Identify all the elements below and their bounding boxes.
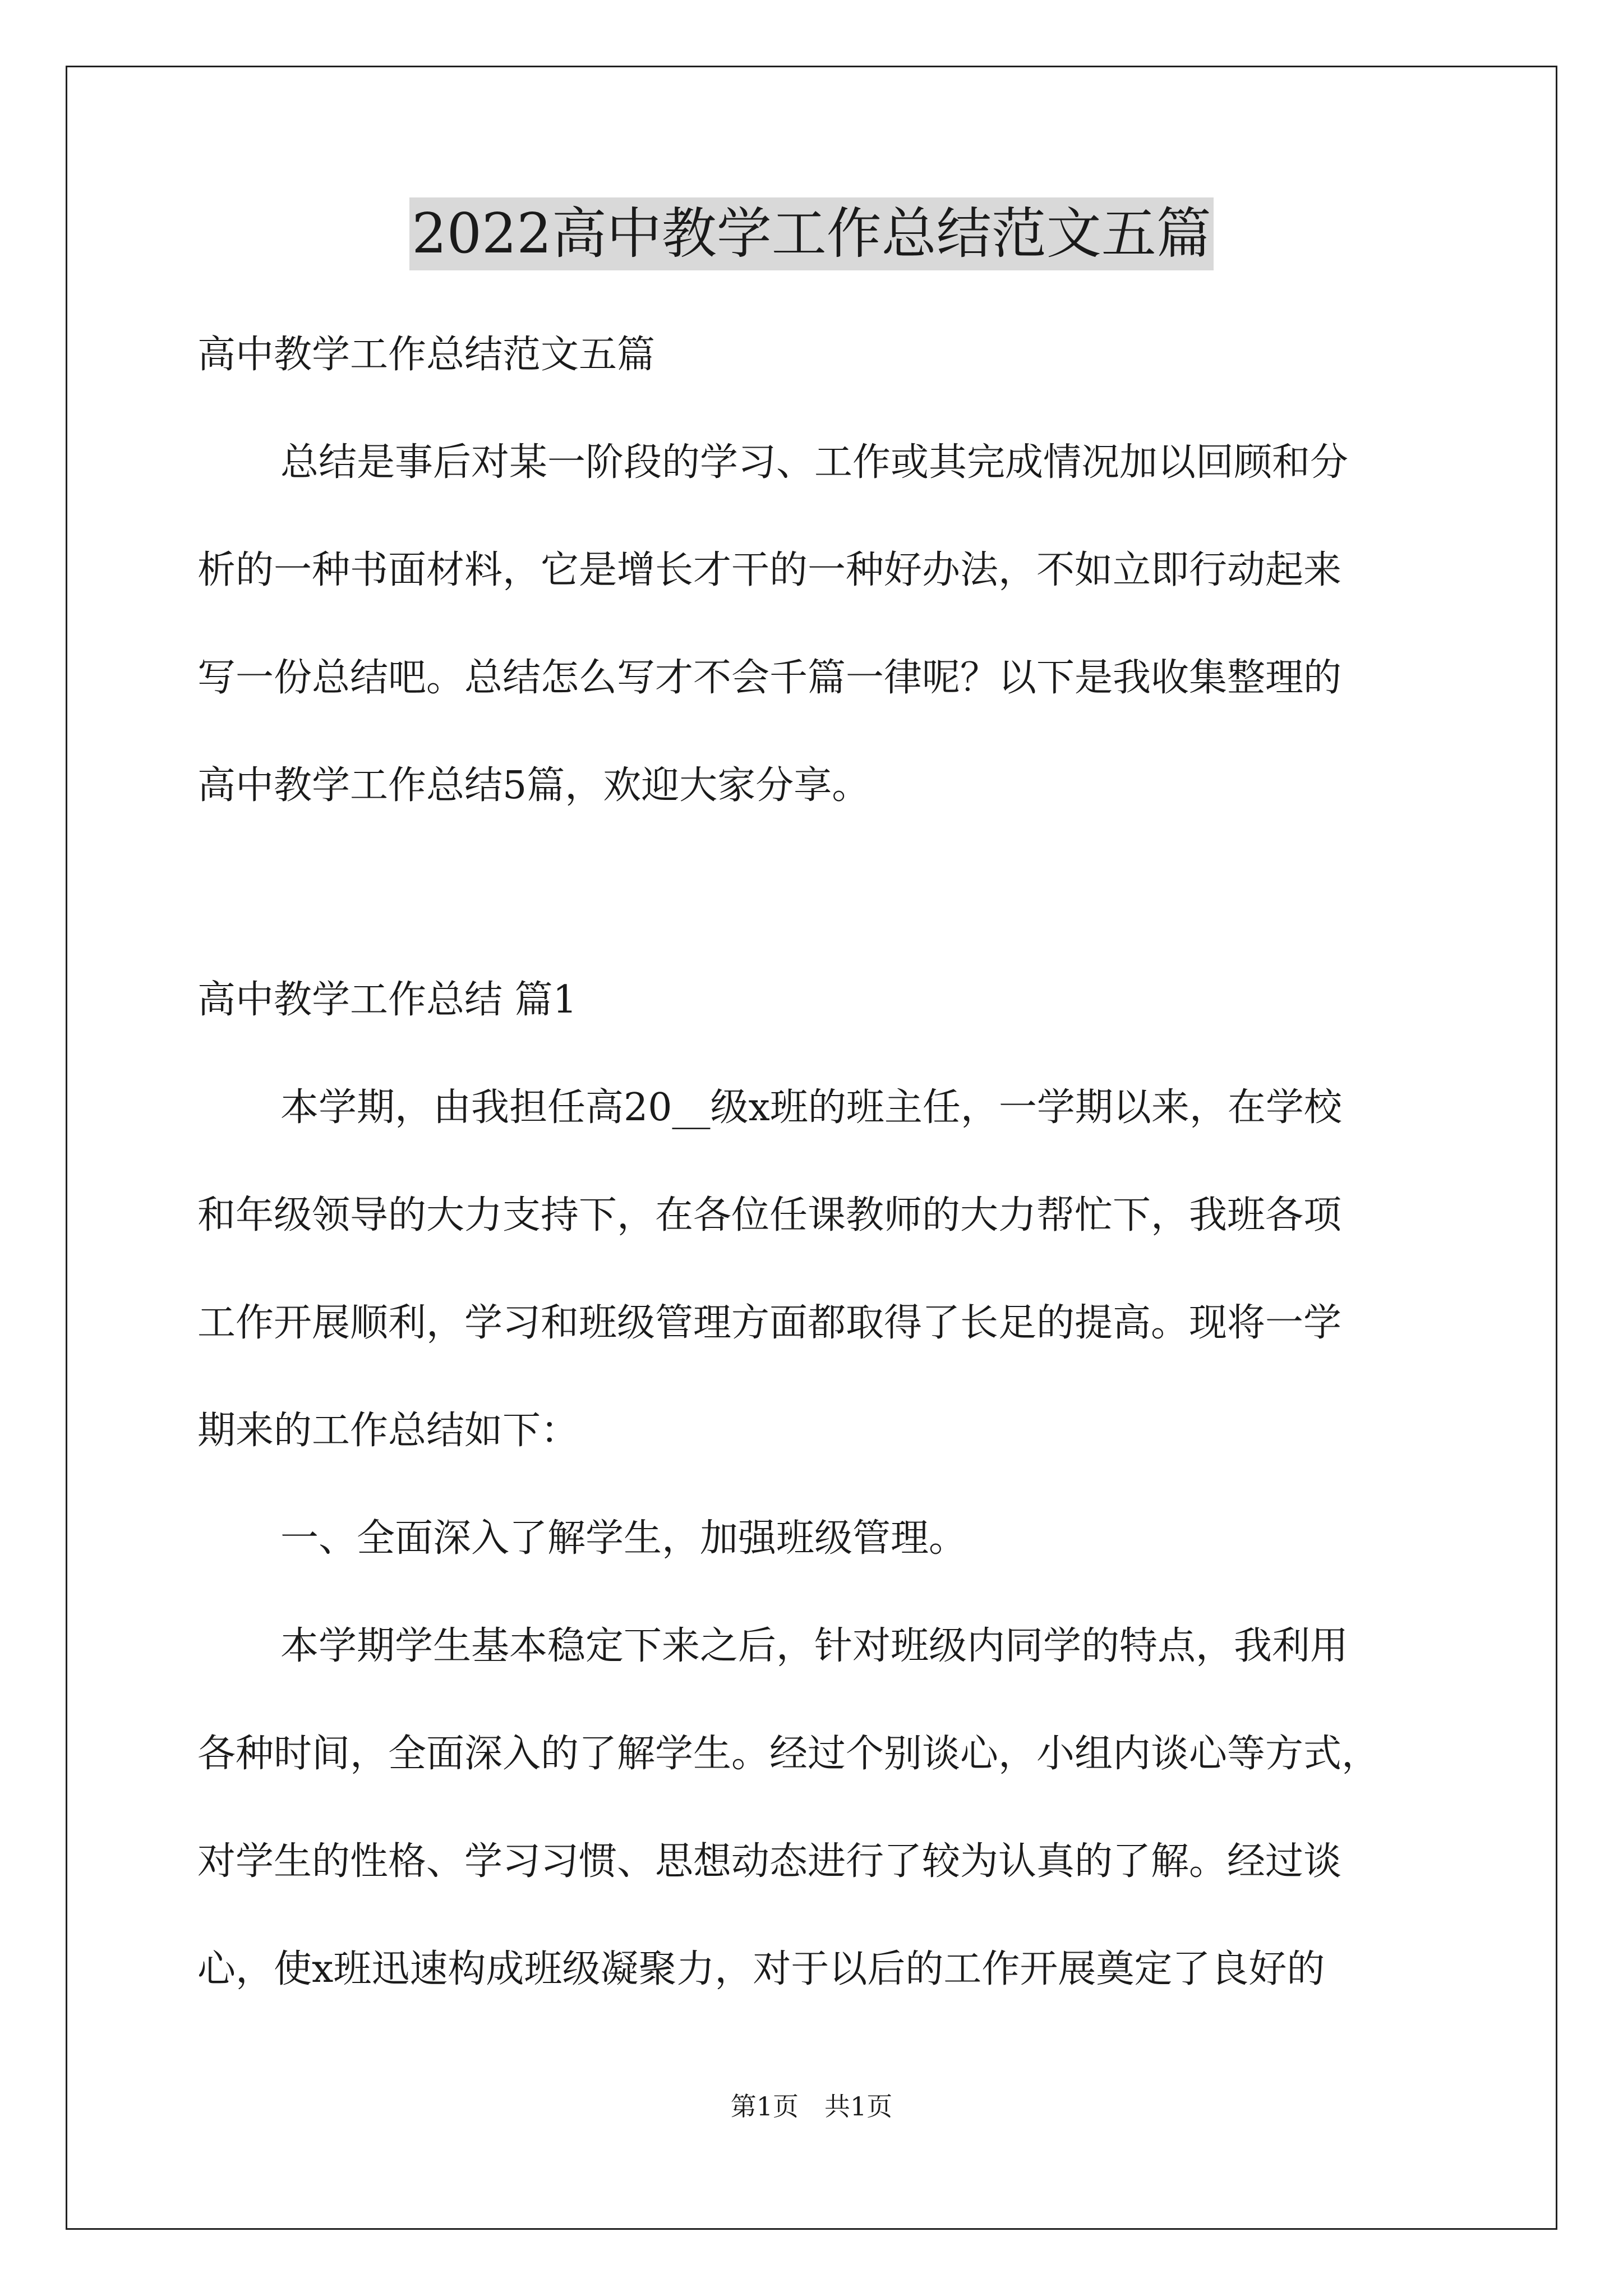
paragraph-line: 和年级领导的大力支持下，在各位任课教师的大力帮忙下，我班各项 — [197, 1193, 1342, 1237]
page-border — [66, 66, 1557, 2230]
document-title: 2022高中教学工作总结范文五篇 — [409, 197, 1213, 270]
paragraph-line: 高中教学工作总结5篇，欢迎大家分享。 — [197, 763, 870, 808]
paragraph-line: 期来的工作总结如下： — [197, 1409, 579, 1453]
paragraph-line: 对学生的性格、学习习惯、思想动态进行了较为认真的了解。经过谈 — [197, 1839, 1342, 1884]
paragraph-line: 析的一种书面材料，它是增长才干的一种好办法，不如立即行动起来 — [197, 548, 1342, 592]
subheading-line: 一、全面深入了解学生，加强班级管理。 — [280, 1516, 967, 1561]
paragraph-line: 本学期学生基本稳定下来之后，针对班级内同学的特点，我利用 — [280, 1624, 1349, 1668]
page-footer — [0, 2090, 1623, 2123]
section-heading: 高中教学工作总结 篇1 — [197, 978, 577, 1022]
page-number: 第1页 — [730, 2091, 799, 2122]
paragraph-line: 心，使x班迅速构成班级凝聚力，对于以后的工作开展奠定了良好的 — [197, 1947, 1325, 1991]
paragraph-line: 各种时间，全面深入的了解学生。经过个别谈心，小组内谈心等方式， — [197, 1732, 1380, 1776]
paragraph-line: 工作开展顺利，学习和班级管理方面都取得了长足的提高。现将一学 — [197, 1301, 1342, 1345]
title-container — [0, 197, 1623, 270]
subtitle-line: 高中教学工作总结范文五篇 — [197, 333, 656, 377]
page-total: 共1页 — [824, 2091, 893, 2122]
paragraph-line: 本学期，由我担任高20__级x班的班主任，一学期以来，在学校 — [280, 1085, 1342, 1130]
paragraph-line: 总结是事后对某一阶段的学习、工作或其完成情况加以回顾和分 — [280, 440, 1349, 485]
paragraph-line: 写一份总结吧。总结怎么写才不会千篇一律呢？以下是我收集整理的 — [197, 656, 1342, 700]
